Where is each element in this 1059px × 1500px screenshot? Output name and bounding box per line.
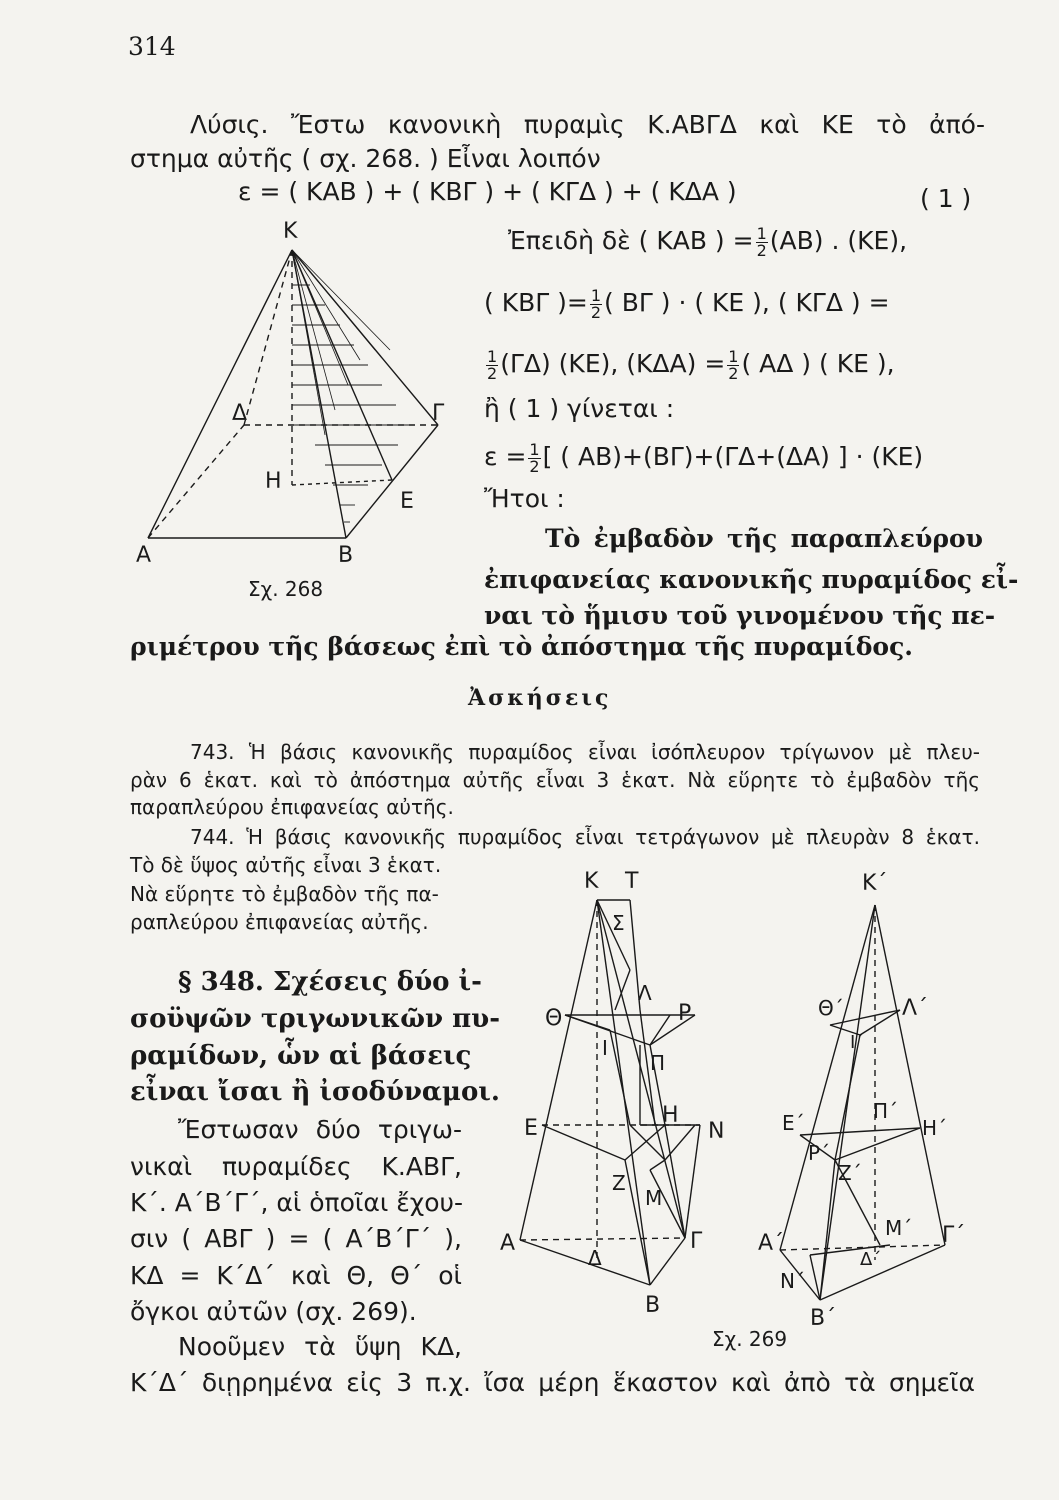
fig269-label-l-prime: Λ΄ — [902, 996, 929, 1021]
exercise-743-line-2: ρὰν 6 ἑκατ. καὶ τὸ ἀπόστημα αὐτῆς εἶναι 3 ἑκατ. Νὰ εὕρητε τὸ ἐμβαδὸν τῆς — [130, 768, 980, 792]
section-348-para-line-3: Κ΄. Α΄Β΄Γ΄, αἱ ὁποῖαι ἔχου- — [130, 1188, 463, 1217]
fig269-label-s: Σ — [612, 911, 625, 935]
left-pyramid — [520, 900, 700, 1285]
section-348-para-line-2: νικαὶ πυραμίδες Κ.ΑΒΓ, — [130, 1152, 462, 1181]
fig269-label-m: Μ — [645, 1186, 663, 1210]
fig269-label-th-prime: Θ΄ — [818, 996, 844, 1020]
section-348-title-line-3: ραμίδων, ὧν αἱ βάσεις — [130, 1041, 472, 1071]
fig269-label-h: Η — [662, 1103, 679, 1128]
figure-269 — [490, 860, 990, 1360]
fig269-label-pi-prime: Π΄ — [873, 1099, 899, 1123]
section-348-para-line-8: Κ΄Δ΄ διῃρημένα εἰς 3 π.χ. ἴσα μέρη ἕκαστον καὶ ἀπὸ τὰ σημεῖα — [130, 1368, 975, 1397]
fig269-label-g: Γ — [690, 1229, 703, 1254]
solution-line-2: στημα αὐτῆς ( σχ. 268. ) Εἶναι λοιπόν — [130, 144, 601, 173]
solution-line-3: Ἐπειδὴ δὲ ( ΚΑΒ ) = $\frac{1}{2}$ (ΑΒ) . (ΚΕ), — [508, 223, 908, 260]
fraction-half: $\frac{1}{2}$ — [590, 285, 602, 322]
exercise-743-line-3: παραπλεύρου ἐπιφανείας αὐτῆς. — [130, 795, 454, 819]
fig269-label-b: Β — [645, 1293, 661, 1318]
fig269-label-a-prime: Α΄ — [758, 1231, 785, 1256]
theorem-line-2: ἐπιφανείας κανονικῆς πυραμίδος εἶ- — [484, 565, 1019, 594]
page-number: 314 — [128, 32, 176, 61]
fig269-label-k: Κ — [584, 869, 599, 894]
fig269-label-d-prime: Δ΄ — [860, 1249, 882, 1270]
fig269-label-g-prime: Γ΄ — [942, 1223, 966, 1248]
solution-line-6: ἢ ( 1 ) γίνεται : — [484, 394, 675, 423]
fig269-label-b-prime: Β΄ — [810, 1306, 837, 1331]
fig269-label-i-prime: Ι΄ — [850, 1032, 865, 1053]
exercises-heading: Ἀσκήσεις — [468, 685, 612, 711]
fig269-label-l: Λ — [638, 981, 652, 1005]
fraction-half: $\frac{1}{2}$ — [487, 346, 498, 383]
exercise-743-line-1: 743. Ἡ βάσις κανονικῆς πυραμίδος εἶναι ἰσόπλευρον τρίγωνον μὲ πλευ- — [190, 740, 980, 764]
fig269-label-n-prime: Ν΄ — [780, 1269, 805, 1293]
fig269-label-t: Τ — [625, 869, 639, 894]
fig269-label-pi: Π — [650, 1051, 666, 1075]
theorem-line-4: ριμέτρου τῆς βάσεως ἐπὶ τὸ ἀπόστημα τῆς πυραμίδος. — [130, 632, 913, 661]
fraction-half: $\frac{1}{2}$ — [529, 439, 540, 476]
section-348-title-line-2: σοϋψῶν τριγωνικῶν πυ- — [130, 1004, 500, 1034]
section-348-para-line-1: Ἔστωσαν δύο τριγω- — [178, 1115, 462, 1144]
label-g: Γ — [432, 401, 445, 426]
hatching — [292, 285, 412, 522]
right-pyramid — [780, 905, 948, 1300]
label-b: Β — [338, 543, 354, 568]
theorem-line-3: ναι τὸ ἥμισυ τοῦ γινομένου τῆς πε- — [484, 601, 996, 630]
exercise-744-line-3: Νὰ εὕρητε τὸ ἐμβαδὸν τῆς πα- — [130, 882, 439, 906]
label-k: Κ — [283, 219, 298, 244]
section-348-para-line-7: Νοοῦμεν τὰ ὕψη ΚΔ, — [178, 1332, 462, 1361]
exercise-744-line-1: 744. Ἡ βάσις κανονικῆς πυραμίδος εἶναι τετράγωνον μὲ πλευρὰν 8 ἑκατ. — [190, 825, 980, 849]
fig269-label-p-prime: Ρ΄ — [808, 1141, 831, 1165]
solution-line-1: Λύσις. Ἔστω κανονικὴ πυραμὶς Κ.ΑΒΓΔ καὶ ΚΕ τὸ ἀπό- — [190, 110, 985, 139]
equation-1-number: ( 1 ) — [920, 184, 972, 213]
fig269-label-p: Ρ — [678, 1001, 692, 1026]
fig269-label-a: Α — [500, 1231, 516, 1256]
fig269-label-z-prime: Ζ΄ — [838, 1161, 862, 1185]
fig269-label-h-prime: Η΄ — [922, 1116, 948, 1140]
fig269-label-e: Ε — [524, 1116, 538, 1141]
fig269-label-z: Ζ — [612, 1171, 626, 1195]
section-348-title-line-4: εἶναι ἴσαι ἢ ἰσοδύναμοι. — [130, 1077, 500, 1107]
fraction-half: $\frac{1}{2}$ — [728, 346, 739, 383]
exercise-744-line-2: Τὸ δὲ ὕψος αὐτῆς εἶναι 3 ἑκατ. — [130, 853, 442, 877]
fig269-label-i: Ι — [602, 1036, 608, 1060]
figure-269-caption: Σχ. 269 — [712, 1327, 788, 1351]
fig269-label-th: Θ — [545, 1006, 563, 1031]
label-h: Η — [265, 469, 282, 494]
solution-line-8: Ἤτοι : — [484, 484, 565, 513]
solution-line-7: ε = $\frac{1}{2}$ [ ( ΑΒ)+(ΒΓ)+(ΓΔ+(ΔΑ) ] · (ΚΕ) — [484, 439, 924, 476]
fig269-label-m-prime: Μ΄ — [885, 1216, 913, 1240]
theorem-line-1: Τὸ ἐμβαδὸν τῆς παραπλεύρου — [545, 524, 983, 553]
fig269-label-n: Ν — [708, 1119, 725, 1144]
figure-268 — [120, 210, 460, 610]
section-348-para-line-4: σιν ( ΑΒΓ ) = ( Α΄Β΄Γ΄ ), — [130, 1224, 462, 1253]
fig269-label-k-prime: Κ΄ — [862, 871, 888, 896]
section-348-para-line-5: ΚΔ = Κ΄Δ΄ καὶ Θ, Θ΄ οἱ — [130, 1261, 462, 1290]
fig269-label-e-prime: Ε΄ — [782, 1111, 805, 1135]
fraction-half: $\frac{1}{2}$ — [756, 223, 767, 260]
section-348-title-line-1: § 348. Σχέσεις δύο ἰ- — [178, 967, 482, 997]
solution-line-4: ( ΚΒΓ )= $\frac{1}{2}$ ( ΒΓ ) · ( ΚΕ ), ( ΚΓΔ ) = — [484, 285, 890, 322]
label-d: Δ — [232, 401, 248, 426]
label-e: Ε — [400, 489, 414, 514]
equation-1: ε = ( ΚΑΒ ) + ( ΚΒΓ ) + ( ΚΓΔ ) + ( ΚΔΑ ) — [238, 177, 737, 206]
section-348-para-line-6: ὄγκοι αὐτῶν (σχ. 269). — [130, 1297, 417, 1326]
exercise-744-line-4: ραπλεύρου ἐπιφανείας αὐτῆς. — [130, 910, 429, 934]
solution-line-5: $\frac{1}{2}$ (ΓΔ) (ΚΕ), (ΚΔΑ) = $\frac{1}{2}$ ( ΑΔ ) ( ΚΕ ), — [487, 346, 895, 383]
label-a: Α — [136, 543, 152, 568]
fig269-label-d: Δ — [588, 1246, 602, 1270]
figure-268-caption: Σχ. 268 — [248, 577, 324, 601]
